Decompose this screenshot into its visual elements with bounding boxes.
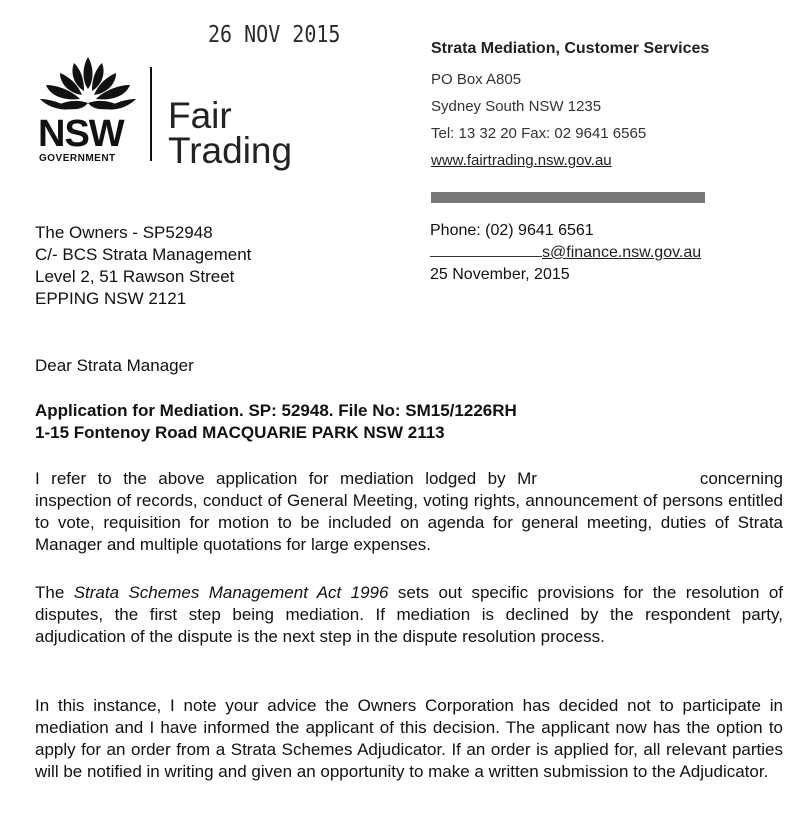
- subject-line-2: 1-15 Fontenoy Road MACQUARIE PARK NSW 2113: [35, 423, 445, 442]
- subject-line-1: Application for Mediation. SP: 52948. File No: SM15/1226RH: [35, 401, 517, 420]
- sender-tel-fax: Tel: 13 32 20 Fax: 02 9641 6565: [431, 125, 647, 142]
- recipient-line: EPPING NSW 2121: [35, 289, 187, 308]
- sender-block: [431, 40, 771, 174]
- waratah-flower-icon: [38, 55, 138, 117]
- p2-post: sets out specific provisions for the resolution of disputes, the first step being mediation. If mediation is declined by the respondent party, adjudication of the dispute is the next step in the dispute resolution process.: [35, 583, 784, 646]
- fair-wordmark: Fair: [168, 95, 232, 136]
- sender-po-box: PO Box A805: [431, 71, 522, 88]
- recipient-line: C/- BCS Strata Management: [35, 245, 252, 264]
- body-paragraph-3: In this instance, I note your advice the Owners Corporation has decided not to participate in mediation and I have informed the applicant of this decision. The applicant now has the option to apply for an order from a Strata Schemes Adjudicator. If an order is applied for, all relevant parties will be notified in writing and given an opportunity to make a written submission to the Adjudicator.: [35, 696, 783, 781]
- contact-email[interactable]: [430, 242, 701, 264]
- recipient-line: Level 2, 51 Rawson Street: [35, 267, 235, 286]
- contact-phone: Phone: (02) 9641 6561: [430, 222, 594, 239]
- body-paragraph-1: [35, 468, 783, 556]
- subject-heading: [35, 400, 517, 444]
- contact-email-domain[interactable]: s@finance.nsw.gov.au: [542, 244, 702, 261]
- nsw-wordmark: NSW: [38, 113, 124, 155]
- sender-suburb: Sydney South NSW 1235: [431, 98, 602, 115]
- salutation: Dear Strata Manager: [35, 356, 194, 375]
- government-label: GOVERNMENT: [39, 153, 116, 164]
- letter-date: 25 November, 2015: [430, 266, 570, 283]
- act-title: Strata Schemes Management Act 1996: [73, 583, 389, 602]
- body-paragraph-2: [35, 582, 783, 648]
- trading-wordmark: Trading: [168, 130, 293, 171]
- header-rule-bar: [431, 192, 705, 203]
- recipient-address: [35, 222, 251, 310]
- redacted-email-user: [430, 242, 542, 257]
- p1-start: I refer to the above application for mediation lodged by Mr: [35, 469, 537, 488]
- received-date-stamp: 26 NOV 2015: [208, 20, 341, 48]
- nsw-fair-trading-logo: [30, 55, 320, 175]
- sender-website-link[interactable]: www.fairtrading.nsw.gov.au: [431, 152, 612, 169]
- contact-block: [430, 220, 701, 286]
- recipient-line: The Owners - SP52948: [35, 223, 213, 242]
- logo-divider: [150, 67, 152, 161]
- p1-end: concerning inspection of records, conduct of General Meeting, voting rights, announcement of persons entitled to vote, requisition for motion to be included on agenda for general meeting, duties of Strata Manager and multiple quotations for large expenses.: [35, 469, 783, 554]
- p2-pre: The: [35, 583, 65, 602]
- sender-organisation: Strata Mediation, Customer Services: [431, 40, 710, 57]
